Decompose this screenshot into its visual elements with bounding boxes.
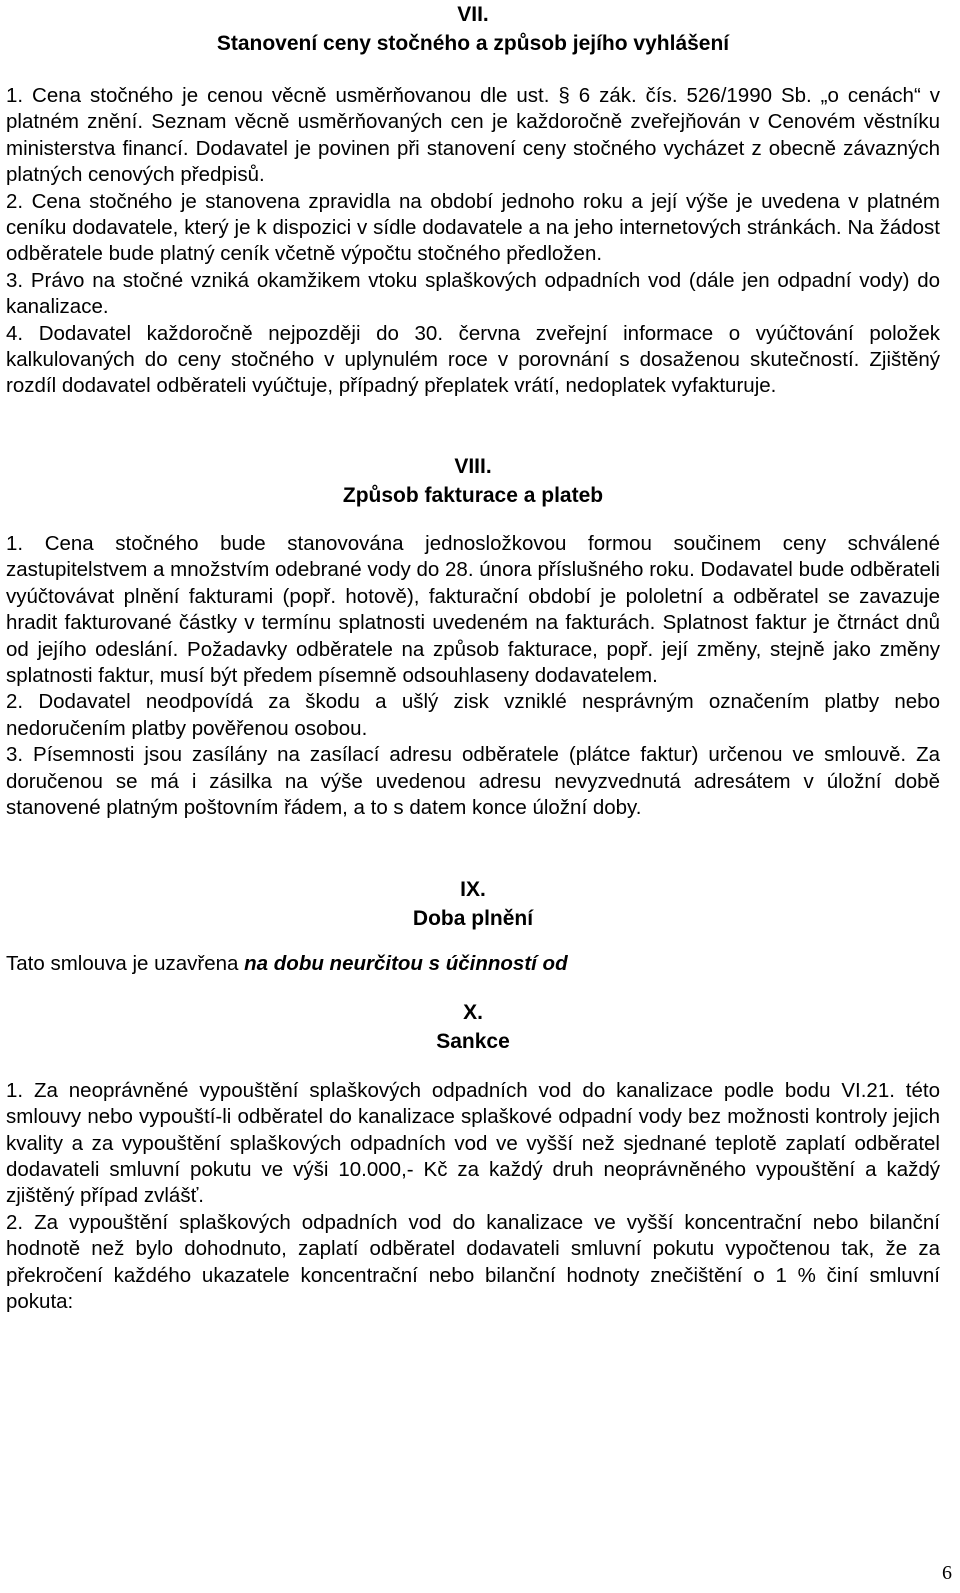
section-vii-paragraph-2: 2. Cena stočného je stanovena zpravidla na období jednoho roku a její výše je uvedena v platném ceníku dodavatele, který je k dispozici v sídle dodavatele a na jeho internetových stránkách. Na žádost odběratele bude platný ceník včetně výpočtu stočného předložen.: [6, 189, 940, 266]
section-x-paragraph-1: 1. Za neoprávněné vypouštění splaškových odpadních vod do kanalizace podle bodu VI.21. této smlouvy nebo vypouští-li odběratel do kanalizace splaškové odpadní vody bez možnosti kontroly jejich kvality a za vypouštění splaškových odpadních vod ve vyšší než sjednané teplotě zaplatí odběratel dodavateli smluvní pokutu ve výši 10.000,- Kč za každý druh neoprávněného vypouštění a každý zjištěný případ zvlášť.: [6, 1078, 940, 1208]
section-vii-paragraph-3: 3. Právo na stočné vzniká okamžikem vtoku splaškových odpadních vod (dále jen odpadní vody) do kanalizace.: [6, 268, 940, 319]
section-ix-text-emphasis: na dobu neurčitou s účinností od: [244, 952, 568, 976]
section-ix-title: Doba plnění: [412, 907, 534, 931]
section-ix-text-plain: Tato smlouva je uzavřena: [6, 952, 245, 976]
section-x-number: X.: [463, 1000, 483, 1024]
section-x-title: Sankce: [436, 1029, 510, 1053]
section-viii-title: Způsob fakturace a plateb: [342, 483, 604, 507]
section-vii-paragraph-1: 1. Cena stočného je cenou věcně usměrňovanou dle ust. § 6 zák. čís. 526/1990 Sb. „o cenách“ v platném znění. Seznam věcně usměrňovaných cen je každoročně zveřejňován v Cenovém věstníku ministerstva financí. Dodavatel je povinen při stanovení ceny stočného vycházet z obecně závazných platných cenových předpisů.: [6, 84, 940, 187]
section-viii-number: VIII.: [454, 454, 492, 478]
document-page: [6, 0, 940, 1315]
section-ix-number: IX.: [460, 878, 486, 902]
section-viii-paragraph-3: 3. Písemnosti jsou zasílány na zasílací adresu odběratele (plátce faktur) určenou ve smlouvě. Za doručenou se má i zásilka na výše uvedenou adresu nevyzvednutá adresátem v úložní době stanovené platným poštovním řádem, a to s datem konce úložní doby.: [6, 743, 940, 819]
section-vii-paragraph-4: 4. Dodavatel každoročně nejpozději do 30. června zveřejní informace o vyúčtování položek kalkulovaných do ceny stočného v uplynulém roce v porovnání s dosaženou skutečností. Zjištěný rozdíl dodavatel odběrateli vyúčtuje, případný přeplatek vrátí, nedoplatek vyfakturuje.: [6, 321, 940, 398]
page-number: 6: [942, 1562, 952, 1584]
section-vii-title: Stanovení ceny stočného a způsob jejího vyhlášení: [216, 32, 730, 55]
section-viii-paragraph-2: 2. Dodavatel neodpovídá za škodu a ušlý zisk vzniklé nesprávným označením platby nebo nedoručením platby pověřenou osobou.: [6, 690, 940, 740]
section-vii-number: VII.: [457, 3, 489, 26]
section-x-paragraph-2: 2. Za vypouštění splaškových odpadních vod do kanalizace ve vyšší koncentrační nebo bilanční hodnotě než bylo dohodnuto, zaplatí odběratel dodavateli smluvní pokutu vypočtenou tak, že za překročení každého ukazatele koncentrační nebo bilanční hodnoty znečištění o 1 % činí smluvní pokuta:: [6, 1210, 940, 1313]
section-viii-paragraph-1: 1. Cena stočného bude stanovována jednosložkovou formou součinem ceny schválené zastupitelstvem a množstvím odebrané vody do 28. února příslušného roku. Dodavatel bude odběrateli vyúčtovávat plnění fakturami (popř. hotově), fakturační období je pololetní a odběratel se zavazuje hradit fakturované částky v termínu splatnosti uvedeném na fakturách. Splatnost faktur je čtrnáct dnů od jejího odeslání. Požadavky odběratele na způsob fakturace, popř. její změny, stejně jako změny splatnosti faktur, musí být předem písemně odsouhlaseny dodavatelem.: [6, 531, 940, 687]
section-ix-text: [6, 951, 940, 977]
